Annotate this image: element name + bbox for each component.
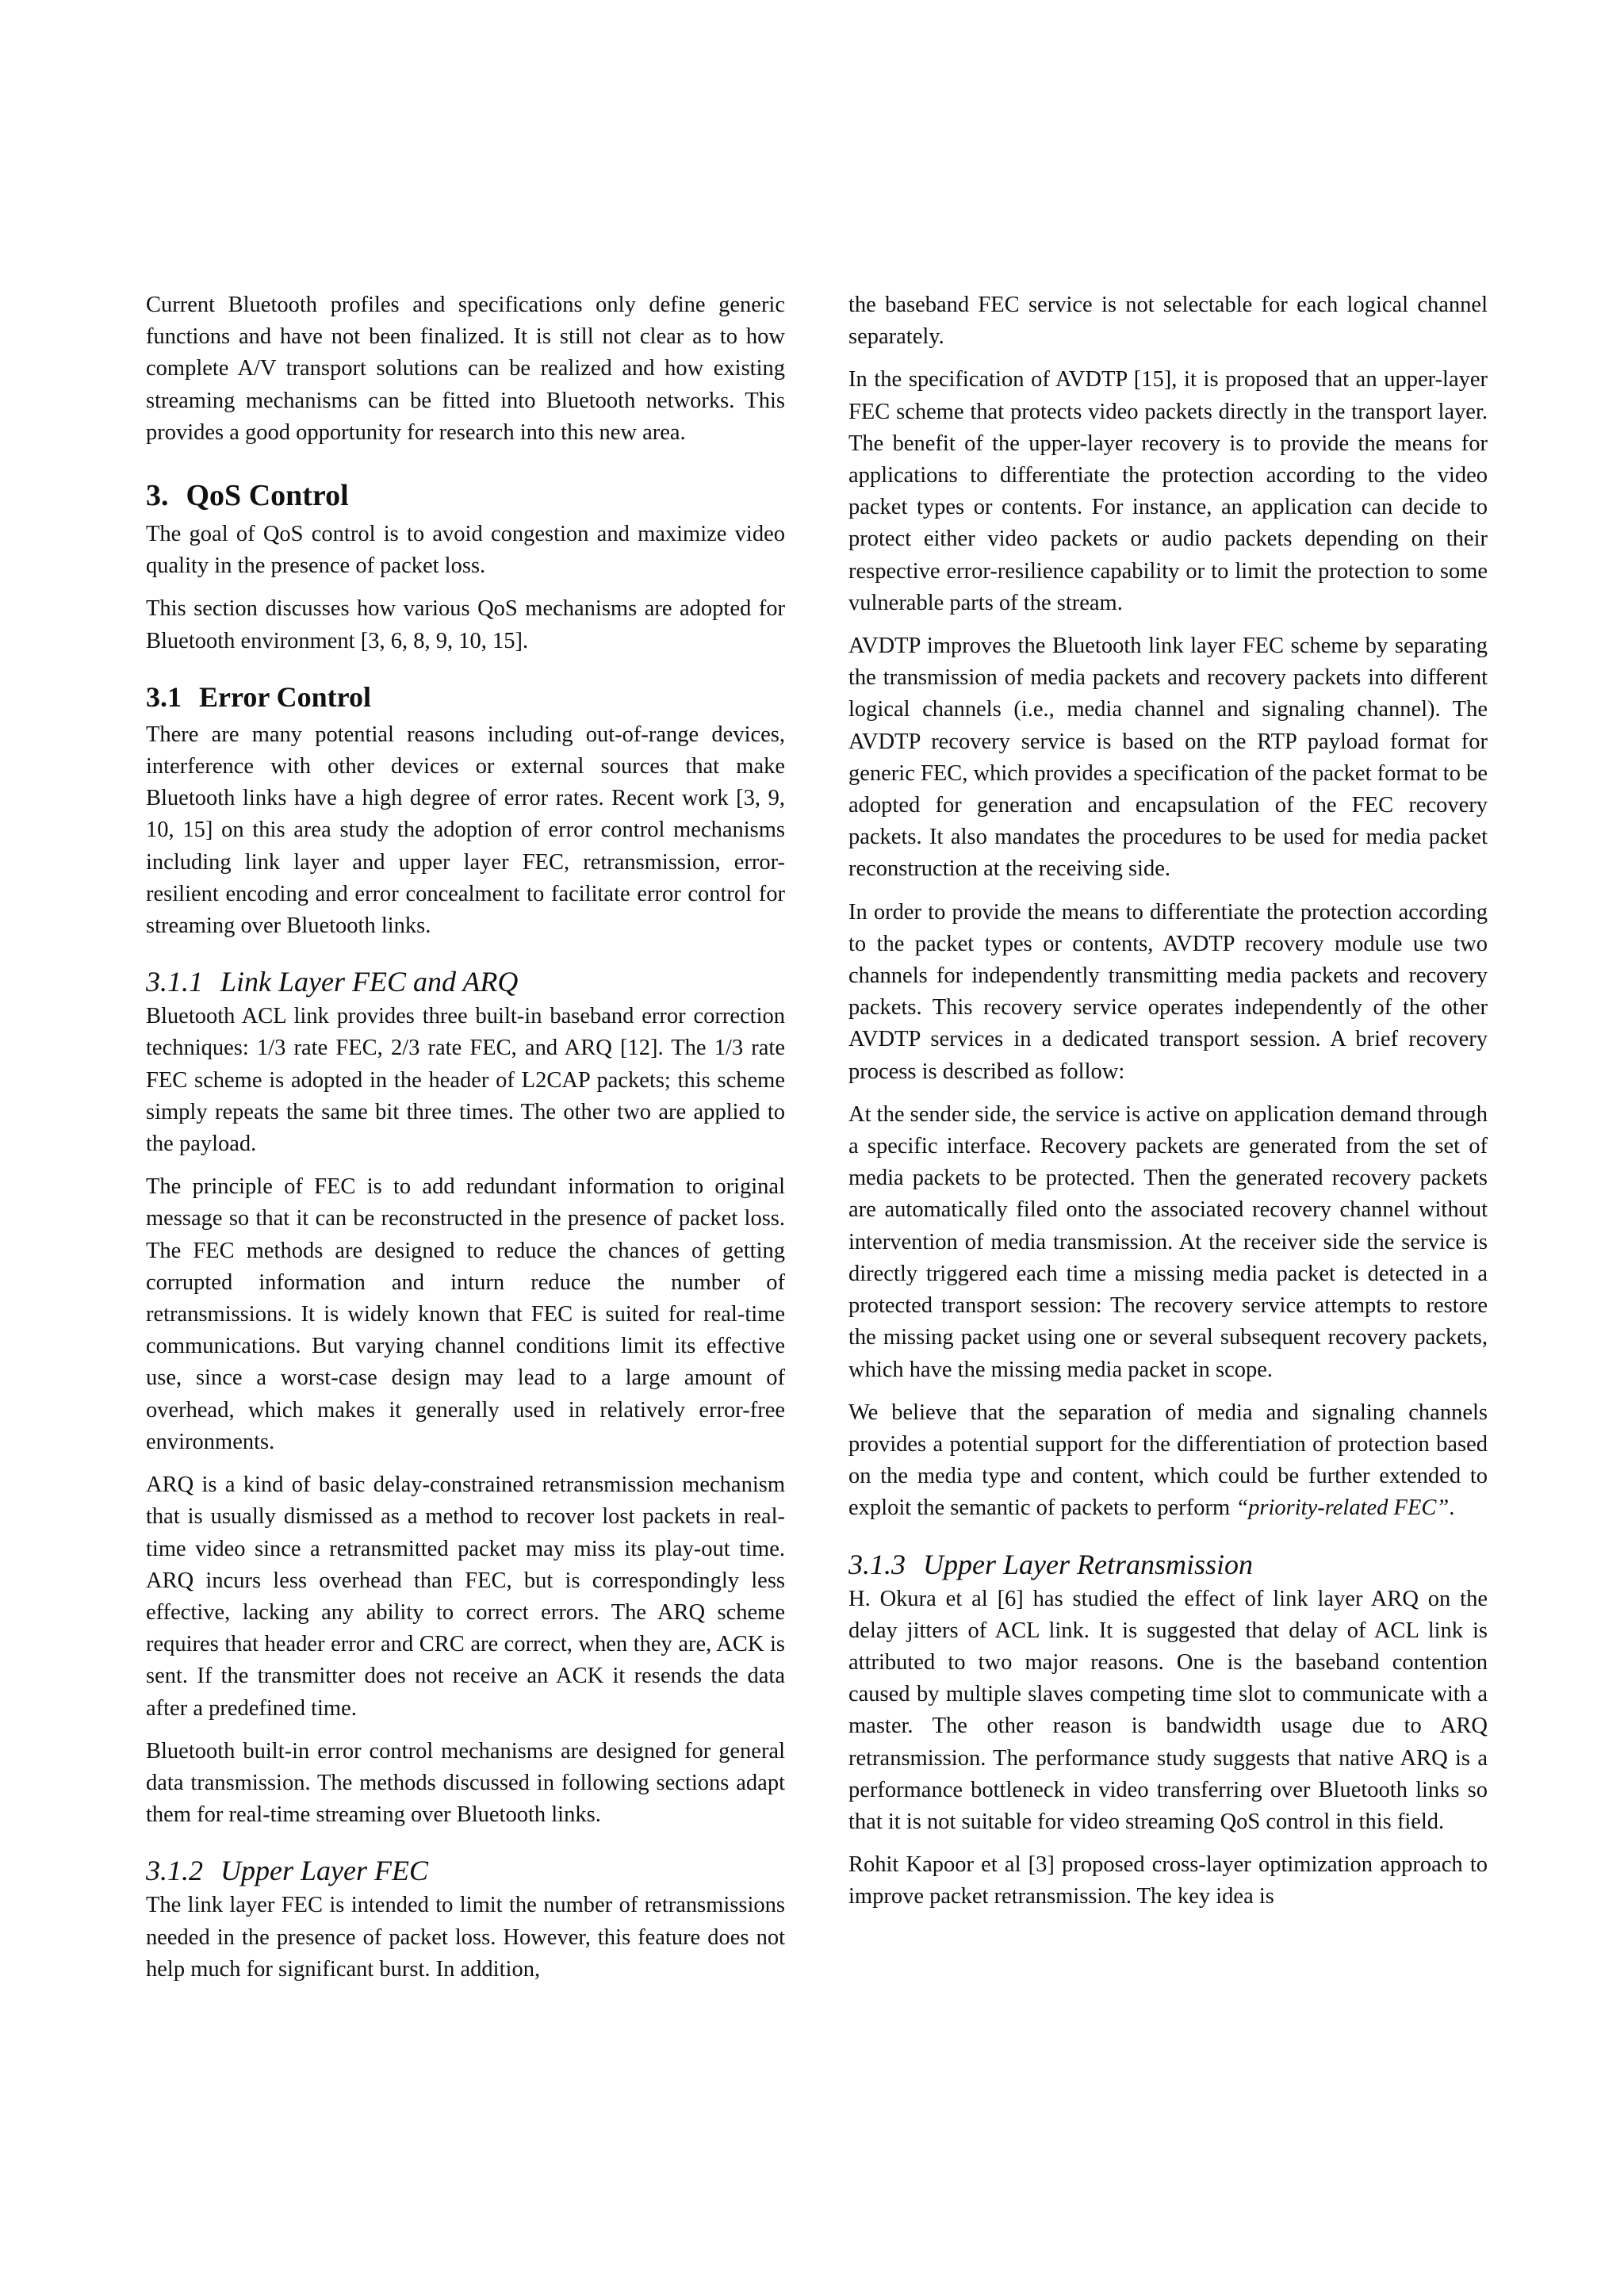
section-number: 3. bbox=[146, 479, 169, 513]
section-title: Error Control bbox=[199, 680, 371, 713]
section-number: 3.1.3 bbox=[848, 1548, 906, 1580]
left-column bbox=[146, 289, 785, 1997]
paragraph: The principle of FEC is to add redundant information to original message so that it can be reconstructed in the presence of packet loss. The FEC methods are designed to reduce the chances of getting corrupted information and inturn reduce the number of retransmissions. It is widely known that FEC is suited for real-time communications. But varying channel conditions limit its effective use, since a worst-case design may lead to a large amount of overhead, which makes it generally used in relatively error-free environments. bbox=[146, 1174, 785, 1454]
section-title: Link Layer FEC and ARQ bbox=[220, 966, 519, 998]
section-3-heading bbox=[146, 477, 785, 514]
section-title: Upper Layer Retransmission bbox=[923, 1548, 1253, 1580]
paragraph: At the sender side, the service is active on application demand through a specific interface. Recovery packets are generated from the set of media packets to be protected. Then the generated recovery packets are automatically filed onto the associated recovery channel without intervention of media transmission. At the receiver side the service is directly triggered each time a missing media packet is detected in a protected transport session: The recovery service attempts to restore the missing packet using one or several subsequent recovery packets, which have the missing media packet in scope. bbox=[848, 1101, 1488, 1382]
paragraph: AVDTP improves the Bluetooth link layer FEC scheme by separating the transmission of media packets and recovery packets into different logical channels (i.e., media channel and signaling channel). The AVDTP recovery service is based on the RTP payload format for generic FEC, which provides a specification of the packet format to be adopted for generation and encapsulation of the FEC recovery packets. It also mandates the procedures to be used for media packet reconstruction at the receiving side. bbox=[848, 634, 1488, 882]
intro-paragraph: Current Bluetooth profiles and specifications only define generic functions and have not been finalized. It is still not clear as to how complete A/V transport solutions can be realized and how existing streaming mechanisms can be fitted into Bluetooth networks. This provides a good opportunity for research into this new area. bbox=[146, 293, 785, 445]
section-3-1-1-heading bbox=[146, 964, 785, 999]
paragraph: In the specification of AVDTP [15], it is proposed that an upper-layer FEC scheme that protects video packets directly in the transport layer. The benefit of the upper-layer recovery is to provide the means for applications to differentiate the protection according to the video packet types or contents. For instance, an application can decide to protect either video packets or audio packets depending on their respective error-resilience capability or to limit the protection to some vulnerable parts of the stream. bbox=[848, 367, 1488, 615]
section-number: 3.1 bbox=[146, 680, 182, 713]
paragraph: This section discusses how various QoS mechanisms are adopted for Bluetooth environment [3, 6, 8, 9, 10, 15]. bbox=[146, 596, 785, 653]
paragraph: There are many potential reasons including out-of-range devices, interference with other devices or external sources that make Bluetooth links have a high degree of error rates. Recent work [3, 9, 10, 15] on this area study the adoption of error control mechanisms including link layer and upper layer FEC, retransmission, error-resilient encoding and error concealment to facilitate error control for streaming over Bluetooth links. bbox=[146, 722, 785, 939]
paragraph: The goal of QoS control is to avoid congestion and maximize video quality in the presence of packet loss. bbox=[146, 522, 785, 579]
right-column bbox=[848, 289, 1488, 1924]
section-title: QoS Control bbox=[186, 479, 349, 513]
paragraph: Rohit Kapoor et al [3] proposed cross-layer optimization approach to improve packet retransmission. The key idea is bbox=[848, 1852, 1488, 1909]
section-3-1-heading bbox=[146, 680, 785, 714]
paragraph: In order to provide the means to differentiate the protection according to the packet types or contents, AVDTP recovery module use two channels for independently transmitting media packets and recovery packets. This recovery service operates independently of the other AVDTP services in a dedicated transport session. A brief recovery process is described as follow: bbox=[848, 899, 1488, 1084]
paragraph: ARQ is a kind of basic delay-constrained retransmission mechanism that is usually dismissed as a method to recover lost packets in real-time video since a retransmitted packet may miss its play-out time. ARQ incurs less overhead than FEC, but is correspondingly less effective, lacking any ability to correct errors. The ARQ scheme requires that header error and CRC are correct, when they are, ACK is sent. If the transmitter does not receive an ACK it resends the data after a predefined time. bbox=[146, 1473, 785, 1721]
section-number: 3.1.2 bbox=[146, 1855, 203, 1887]
paragraph: Bluetooth built-in error control mechanisms are designed for general data transmission. The methods discussed in following sections adapt them for real-time streaming over Bluetooth links. bbox=[146, 1738, 785, 1828]
section-3-1-2-heading bbox=[146, 1853, 785, 1888]
emphasized-term: “priority-related FEC” bbox=[1235, 1496, 1450, 1521]
paragraph: the baseband FEC service is not selectable for each logical channel separately. bbox=[848, 293, 1488, 350]
paragraph: Bluetooth ACL link provides three built-in baseband error correction techniques: 1/3 rate FEC, 2/3 rate FEC, and ARQ [12]. The 1/3 rate FEC scheme is adopted in the header of L2CAP packets; this scheme simply repeats the same bit three times. The other two are applied to the payload. bbox=[146, 1004, 785, 1157]
section-number: 3.1.1 bbox=[146, 966, 203, 998]
paragraph: H. Okura et al [6] has studied the effect of link layer ARQ on the delay jitters of ACL link. It is suggested that delay of ACL link is attributed to two major reasons. One is the baseband contention caused by multiple slaves competing time slot to communicate with a master. The other reason is bandwidth usage due to ARQ retransmission. The performance study suggests that native ARQ is a performance bottleneck in video transferring over Bluetooth links so that it is not suitable for video streaming QoS control in this field. bbox=[848, 1586, 1488, 1834]
paragraph-text: We believe that the separation of media and signaling channels provides a potential support for the differentiation of protection based on the media type and content, which could be further extended to exploit the semantic of packets to perform bbox=[848, 1400, 1488, 1521]
paragraph: The link layer FEC is intended to limit the number of retransmissions needed in the presence of packet loss. However, this feature does not help much for significant burst. In addition, bbox=[146, 1893, 785, 1982]
paragraph-end: . bbox=[1449, 1496, 1455, 1521]
section-3-1-3-heading bbox=[848, 1547, 1488, 1582]
belief-paragraph bbox=[848, 1397, 1488, 1525]
section-title: Upper Layer FEC bbox=[220, 1855, 428, 1887]
